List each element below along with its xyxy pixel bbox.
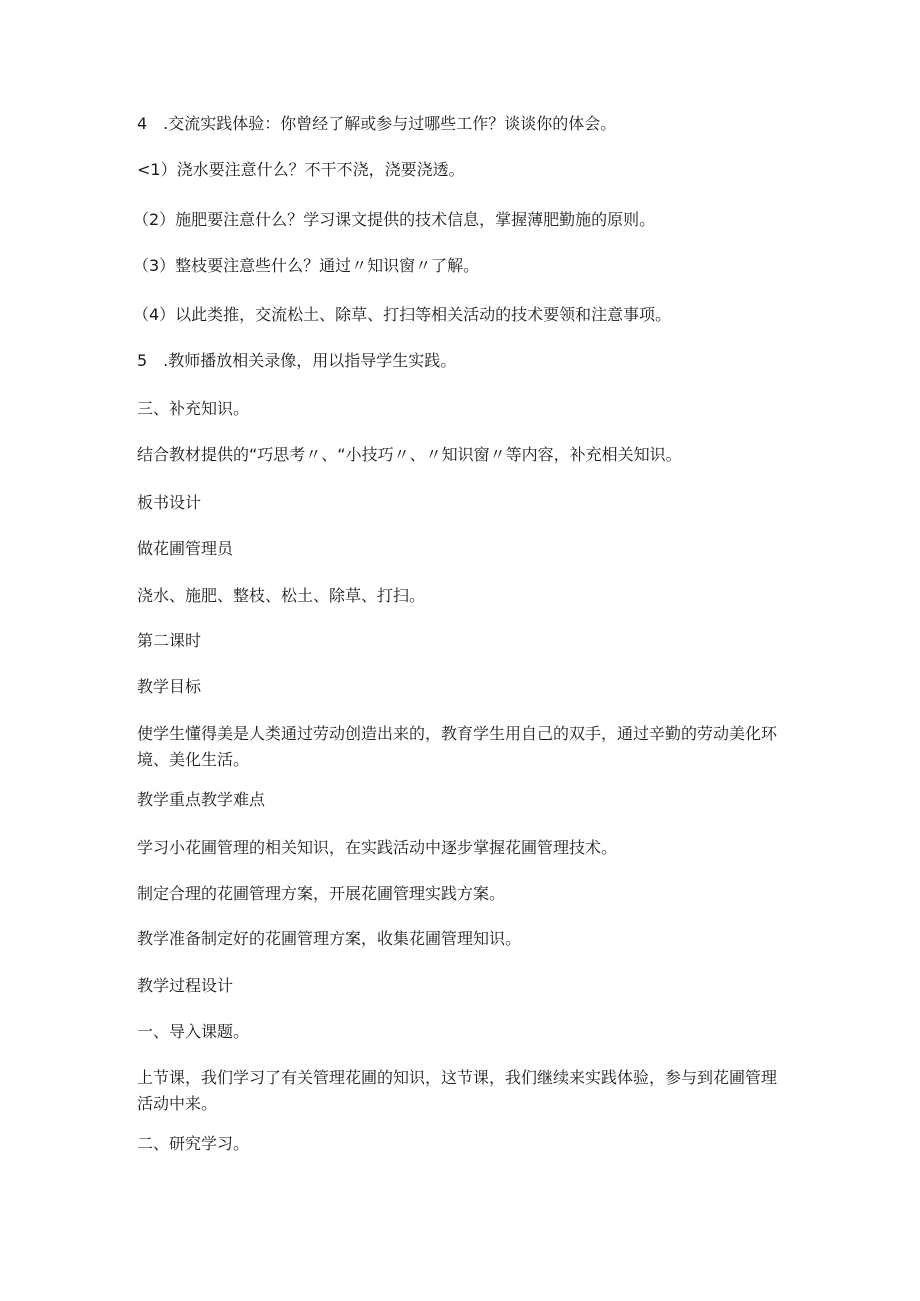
- teaching-goal-text: 使学生懂得美是人类通过劳动创造出来的，教育学生用自己的双手，通过辛勤的劳动美化环境、美化生活。: [137, 724, 778, 769]
- item-3-pruning: （3）整枝要注意些什么？通过〃知识窗〃了解。: [133, 256, 480, 275]
- item-4-analogy: （4）以此类推，交流松土、除草、打扫等相关活动的技术要领和注意事项。: [133, 305, 672, 324]
- board-title: 做花圃管理员: [137, 539, 234, 558]
- heading-key-difficult-points: 教学重点教学难点: [137, 790, 266, 809]
- heading-teaching-goal: 教学目标: [137, 677, 202, 696]
- section-1-introduce: 一、导入课题。: [137, 1022, 250, 1041]
- section-2-research: 二、研究学习。: [137, 1134, 250, 1153]
- step-5-video: 5 .教师播放相关录像，用以指导学生实践。: [137, 351, 457, 370]
- section-3-supplement: 三、补充知识。: [137, 399, 250, 418]
- step-4-exchange-experience: 4 .交流实践体验：你曾经了解或参与过哪些工作？谈谈你的体会。: [137, 114, 617, 133]
- heading-board-design: 板书设计: [137, 493, 202, 512]
- teaching-preparation: 教学准备制定好的花圃管理方案，收集花圃管理知识。: [137, 929, 522, 948]
- heading-process-design: 教学过程设计: [137, 976, 234, 995]
- item-2-fertilizing: （2）施肥要注意什么？学习课文提供的技术信息，掌握薄肥勤施的原则。: [133, 210, 656, 229]
- difficult-point-text: 制定合理的花圃管理方案，开展花圃管理实践方案。: [137, 884, 506, 903]
- item-1-watering: <1）浇水要注意什么？不干不浇，浇要浇透。: [137, 160, 465, 179]
- heading-second-lesson: 第二课时: [137, 631, 202, 650]
- introduce-text: 上节课，我们学习了有关管理花圃的知识，这节课，我们继续来实践体验，参与到花圃管理活动中来。: [137, 1068, 778, 1113]
- board-content: 浇水、施肥、整枝、松土、除草、打扫。: [137, 586, 426, 605]
- supplement-text: 结合教材提供的“巧思考〃、“小技巧〃、〃知识窗〃等内容，补充相关知识。: [137, 445, 682, 464]
- key-point-text: 学习小花圃管理的相关知识，在实践活动中逐步掌握花圃管理技术。: [137, 838, 618, 857]
